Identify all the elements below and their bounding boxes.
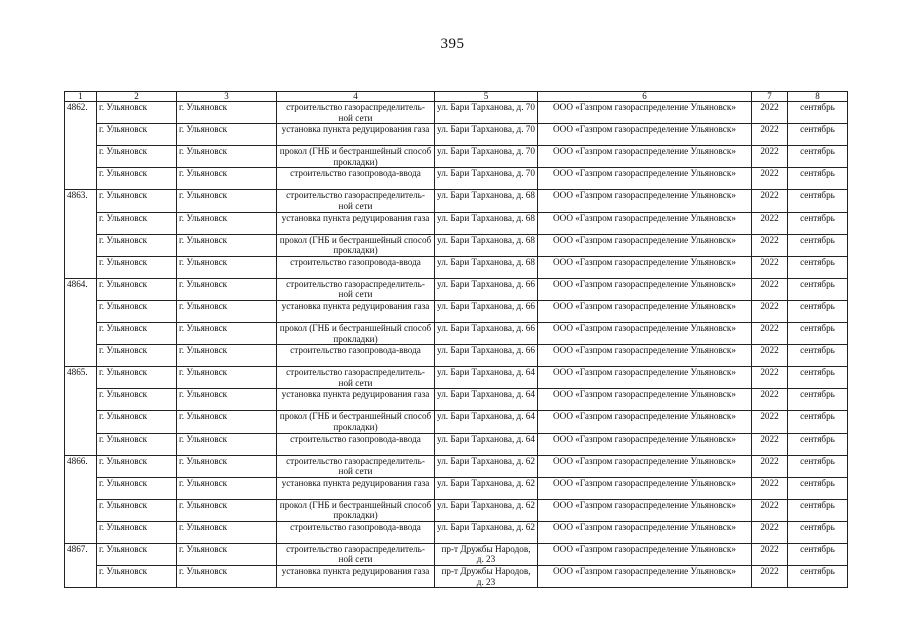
- organization-cell: ООО «Газпром газораспределение Ульяновск»: [538, 278, 752, 300]
- settlement-cell: г. Ульяновск: [97, 433, 177, 455]
- table-row: [65, 389, 848, 411]
- organization-cell: ООО «Газпром газораспределение Ульяновск»: [538, 433, 752, 455]
- month-cell: сентябрь: [788, 411, 848, 433]
- table-row: [65, 566, 848, 588]
- organization-cell: ООО «Газпром газораспределение Ульяновск»: [538, 499, 752, 521]
- year-cell: 2022: [752, 124, 788, 146]
- settlement-cell: г. Ульяновск: [97, 367, 177, 389]
- work-type-cell: строительство газораспределитель-ной сети: [277, 278, 435, 300]
- address-cell: ул. Бари Тарханова, д. 64: [435, 411, 538, 433]
- work-type-cell: прокол (ГНБ и бестраншейный способ прокладки): [277, 146, 435, 168]
- month-cell: сентябрь: [788, 543, 848, 565]
- organization-cell: ООО «Газпром газораспределение Ульяновск»: [538, 411, 752, 433]
- row-number: 4863.: [65, 190, 97, 278]
- district-cell: г. Ульяновск: [177, 455, 277, 477]
- settlement-cell: г. Ульяновск: [97, 278, 177, 300]
- table-row: [65, 521, 848, 543]
- table-row: [65, 499, 848, 521]
- month-cell: сентябрь: [788, 168, 848, 190]
- table-row: [65, 367, 848, 389]
- address-cell: пр-т Дружбы Народов, д. 23: [435, 566, 538, 588]
- district-cell: г. Ульяновск: [177, 278, 277, 300]
- work-type-cell: установка пункта редуцирования газа: [277, 124, 435, 146]
- organization-cell: ООО «Газпром газораспределение Ульяновск»: [538, 168, 752, 190]
- table-row: [65, 102, 848, 124]
- year-cell: 2022: [752, 256, 788, 278]
- month-cell: сентябрь: [788, 345, 848, 367]
- organization-cell: ООО «Газпром газораспределение Ульяновск»: [538, 367, 752, 389]
- district-cell: г. Ульяновск: [177, 389, 277, 411]
- month-cell: сентябрь: [788, 146, 848, 168]
- table-row: [65, 543, 848, 565]
- month-cell: сентябрь: [788, 566, 848, 588]
- settlement-cell: г. Ульяновск: [97, 256, 177, 278]
- address-cell: ул. Бари Тарханова, д. 68: [435, 190, 538, 212]
- district-cell: г. Ульяновск: [177, 190, 277, 212]
- work-type-cell: строительство газораспределитель-ной сети: [277, 455, 435, 477]
- month-cell: сентябрь: [788, 499, 848, 521]
- address-cell: ул. Бари Тарханова, д. 62: [435, 477, 538, 499]
- address-cell: ул. Бари Тарханова, д. 66: [435, 300, 538, 322]
- month-cell: сентябрь: [788, 124, 848, 146]
- table-row: [65, 234, 848, 256]
- row-number: 4862.: [65, 102, 97, 190]
- month-cell: сентябрь: [788, 256, 848, 278]
- address-cell: ул. Бари Тарханова, д. 66: [435, 322, 538, 344]
- work-type-cell: установка пункта редуцирования газа: [277, 389, 435, 411]
- settlement-cell: г. Ульяновск: [97, 477, 177, 499]
- address-cell: ул. Бари Тарханова, д. 64: [435, 367, 538, 389]
- settlement-cell: г. Ульяновск: [97, 389, 177, 411]
- organization-cell: ООО «Газпром газораспределение Ульяновск»: [538, 212, 752, 234]
- table-row: [65, 455, 848, 477]
- month-cell: сентябрь: [788, 455, 848, 477]
- organization-cell: ООО «Газпром газораспределение Ульяновск»: [538, 543, 752, 565]
- address-cell: пр-т Дружбы Народов, д. 23: [435, 543, 538, 565]
- table-row: [65, 345, 848, 367]
- work-type-cell: строительство газопровода-ввода: [277, 433, 435, 455]
- work-type-cell: установка пункта редуцирования газа: [277, 477, 435, 499]
- organization-cell: ООО «Газпром газораспределение Ульяновск»: [538, 146, 752, 168]
- table-row: [65, 433, 848, 455]
- table-row: [65, 411, 848, 433]
- settlement-cell: г. Ульяновск: [97, 124, 177, 146]
- address-cell: ул. Бари Тарханова, д. 70: [435, 168, 538, 190]
- header-cell-4: 4: [277, 92, 435, 102]
- address-cell: ул. Бари Тарханова, д. 68: [435, 234, 538, 256]
- month-cell: сентябрь: [788, 389, 848, 411]
- year-cell: 2022: [752, 234, 788, 256]
- year-cell: 2022: [752, 543, 788, 565]
- month-cell: сентябрь: [788, 212, 848, 234]
- table-row: [65, 190, 848, 212]
- year-cell: 2022: [752, 190, 788, 212]
- settlement-cell: г. Ульяновск: [97, 521, 177, 543]
- organization-cell: ООО «Газпром газораспределение Ульяновск»: [538, 256, 752, 278]
- organization-cell: ООО «Газпром газораспределение Ульяновск»: [538, 345, 752, 367]
- work-type-cell: строительство газораспределитель-ной сети: [277, 367, 435, 389]
- month-cell: сентябрь: [788, 521, 848, 543]
- month-cell: сентябрь: [788, 433, 848, 455]
- settlement-cell: г. Ульяновск: [97, 543, 177, 565]
- work-type-cell: установка пункта редуцирования газа: [277, 566, 435, 588]
- settlement-cell: г. Ульяновск: [97, 146, 177, 168]
- month-cell: сентябрь: [788, 234, 848, 256]
- address-cell: ул. Бари Тарханова, д. 62: [435, 521, 538, 543]
- year-cell: 2022: [752, 411, 788, 433]
- district-cell: г. Ульяновск: [177, 345, 277, 367]
- month-cell: сентябрь: [788, 300, 848, 322]
- organization-cell: ООО «Газпром газораспределение Ульяновск»: [538, 300, 752, 322]
- work-type-cell: прокол (ГНБ и бестраншейный способ прокладки): [277, 322, 435, 344]
- settlement-cell: г. Ульяновск: [97, 168, 177, 190]
- year-cell: 2022: [752, 521, 788, 543]
- header-cell-5: 5: [435, 92, 538, 102]
- district-cell: г. Ульяновск: [177, 146, 277, 168]
- work-type-cell: прокол (ГНБ и бестраншейный способ прокладки): [277, 234, 435, 256]
- year-cell: 2022: [752, 322, 788, 344]
- table-row: [65, 146, 848, 168]
- header-cell-3: 3: [177, 92, 277, 102]
- year-cell: 2022: [752, 367, 788, 389]
- address-cell: ул. Бари Тарханова, д. 62: [435, 499, 538, 521]
- district-cell: г. Ульяновск: [177, 411, 277, 433]
- work-type-cell: строительство газораспределитель-ной сети: [277, 102, 435, 124]
- header-row: [65, 92, 848, 102]
- organization-cell: ООО «Газпром газораспределение Ульяновск»: [538, 477, 752, 499]
- header-cell-6: 6: [538, 92, 752, 102]
- district-cell: г. Ульяновск: [177, 477, 277, 499]
- header-cell-7: 7: [752, 92, 788, 102]
- district-cell: г. Ульяновск: [177, 543, 277, 565]
- month-cell: сентябрь: [788, 102, 848, 124]
- work-type-cell: строительство газопровода-ввода: [277, 256, 435, 278]
- table-row: [65, 256, 848, 278]
- organization-cell: ООО «Газпром газораспределение Ульяновск»: [538, 389, 752, 411]
- row-number: 4866.: [65, 455, 97, 543]
- month-cell: сентябрь: [788, 367, 848, 389]
- header-cell-1: 1: [65, 92, 97, 102]
- work-type-cell: прокол (ГНБ и бестраншейный способ прокладки): [277, 499, 435, 521]
- header-cell-2: 2: [97, 92, 177, 102]
- address-cell: ул. Бари Тарханова, д. 64: [435, 389, 538, 411]
- table-row: [65, 300, 848, 322]
- year-cell: 2022: [752, 389, 788, 411]
- settlement-cell: г. Ульяновск: [97, 411, 177, 433]
- address-cell: ул. Бари Тарханова, д. 66: [435, 345, 538, 367]
- district-cell: г. Ульяновск: [177, 499, 277, 521]
- table-row: [65, 212, 848, 234]
- district-cell: г. Ульяновск: [177, 521, 277, 543]
- settlement-cell: г. Ульяновск: [97, 566, 177, 588]
- year-cell: 2022: [752, 566, 788, 588]
- work-type-cell: строительство газопровода-ввода: [277, 521, 435, 543]
- district-cell: г. Ульяновск: [177, 322, 277, 344]
- district-cell: г. Ульяновск: [177, 300, 277, 322]
- work-type-cell: строительство газораспределитель-ной сети: [277, 190, 435, 212]
- table-row: [65, 124, 848, 146]
- address-cell: ул. Бари Тарханова, д. 70: [435, 102, 538, 124]
- month-cell: сентябрь: [788, 190, 848, 212]
- table-row: [65, 278, 848, 300]
- district-cell: г. Ульяновск: [177, 124, 277, 146]
- district-cell: г. Ульяновск: [177, 566, 277, 588]
- district-cell: г. Ульяновск: [177, 102, 277, 124]
- organization-cell: ООО «Газпром газораспределение Ульяновск»: [538, 234, 752, 256]
- settlement-cell: г. Ульяновск: [97, 212, 177, 234]
- work-type-cell: прокол (ГНБ и бестраншейный способ прокладки): [277, 411, 435, 433]
- year-cell: 2022: [752, 212, 788, 234]
- registry-table: [64, 91, 848, 588]
- district-cell: г. Ульяновск: [177, 212, 277, 234]
- header-cell-8: 8: [788, 92, 848, 102]
- work-type-cell: установка пункта редуцирования газа: [277, 300, 435, 322]
- year-cell: 2022: [752, 168, 788, 190]
- settlement-cell: г. Ульяновск: [97, 345, 177, 367]
- organization-cell: ООО «Газпром газораспределение Ульяновск»: [538, 124, 752, 146]
- work-type-cell: строительство газораспределитель-ной сети: [277, 543, 435, 565]
- district-cell: г. Ульяновск: [177, 256, 277, 278]
- row-number: 4865.: [65, 367, 97, 455]
- address-cell: ул. Бари Тарханова, д. 68: [435, 212, 538, 234]
- year-cell: 2022: [752, 455, 788, 477]
- settlement-cell: г. Ульяновск: [97, 300, 177, 322]
- settlement-cell: г. Ульяновск: [97, 102, 177, 124]
- settlement-cell: г. Ульяновск: [97, 190, 177, 212]
- organization-cell: ООО «Газпром газораспределение Ульяновск»: [538, 190, 752, 212]
- work-type-cell: строительство газопровода-ввода: [277, 345, 435, 367]
- organization-cell: ООО «Газпром газораспределение Ульяновск»: [538, 566, 752, 588]
- year-cell: 2022: [752, 345, 788, 367]
- address-cell: ул. Бари Тарханова, д. 64: [435, 433, 538, 455]
- address-cell: ул. Бари Тарханова, д. 62: [435, 455, 538, 477]
- organization-cell: ООО «Газпром газораспределение Ульяновск»: [538, 521, 752, 543]
- year-cell: 2022: [752, 278, 788, 300]
- district-cell: г. Ульяновск: [177, 168, 277, 190]
- table-row: [65, 477, 848, 499]
- settlement-cell: г. Ульяновск: [97, 499, 177, 521]
- organization-cell: ООО «Газпром газораспределение Ульяновск»: [538, 102, 752, 124]
- year-cell: 2022: [752, 300, 788, 322]
- table-row: [65, 322, 848, 344]
- month-cell: сентябрь: [788, 322, 848, 344]
- month-cell: сентябрь: [788, 477, 848, 499]
- district-cell: г. Ульяновск: [177, 234, 277, 256]
- year-cell: 2022: [752, 102, 788, 124]
- table-row: [65, 168, 848, 190]
- district-cell: г. Ульяновск: [177, 433, 277, 455]
- organization-cell: ООО «Газпром газораспределение Ульяновск»: [538, 322, 752, 344]
- address-cell: ул. Бари Тарханова, д. 66: [435, 278, 538, 300]
- address-cell: ул. Бари Тарханова, д. 70: [435, 146, 538, 168]
- month-cell: сентябрь: [788, 278, 848, 300]
- year-cell: 2022: [752, 433, 788, 455]
- address-cell: ул. Бари Тарханова, д. 68: [435, 256, 538, 278]
- table-body: [65, 102, 848, 588]
- settlement-cell: г. Ульяновск: [97, 455, 177, 477]
- year-cell: 2022: [752, 146, 788, 168]
- settlement-cell: г. Ульяновск: [97, 234, 177, 256]
- organization-cell: ООО «Газпром газораспределение Ульяновск»: [538, 455, 752, 477]
- page-number: 395: [440, 36, 465, 52]
- settlement-cell: г. Ульяновск: [97, 322, 177, 344]
- year-cell: 2022: [752, 499, 788, 521]
- row-number: 4864.: [65, 278, 97, 366]
- row-number: 4867.: [65, 543, 97, 587]
- address-cell: ул. Бари Тарханова, д. 70: [435, 124, 538, 146]
- district-cell: г. Ульяновск: [177, 367, 277, 389]
- work-type-cell: установка пункта редуцирования газа: [277, 212, 435, 234]
- year-cell: 2022: [752, 477, 788, 499]
- work-type-cell: строительство газопровода-ввода: [277, 168, 435, 190]
